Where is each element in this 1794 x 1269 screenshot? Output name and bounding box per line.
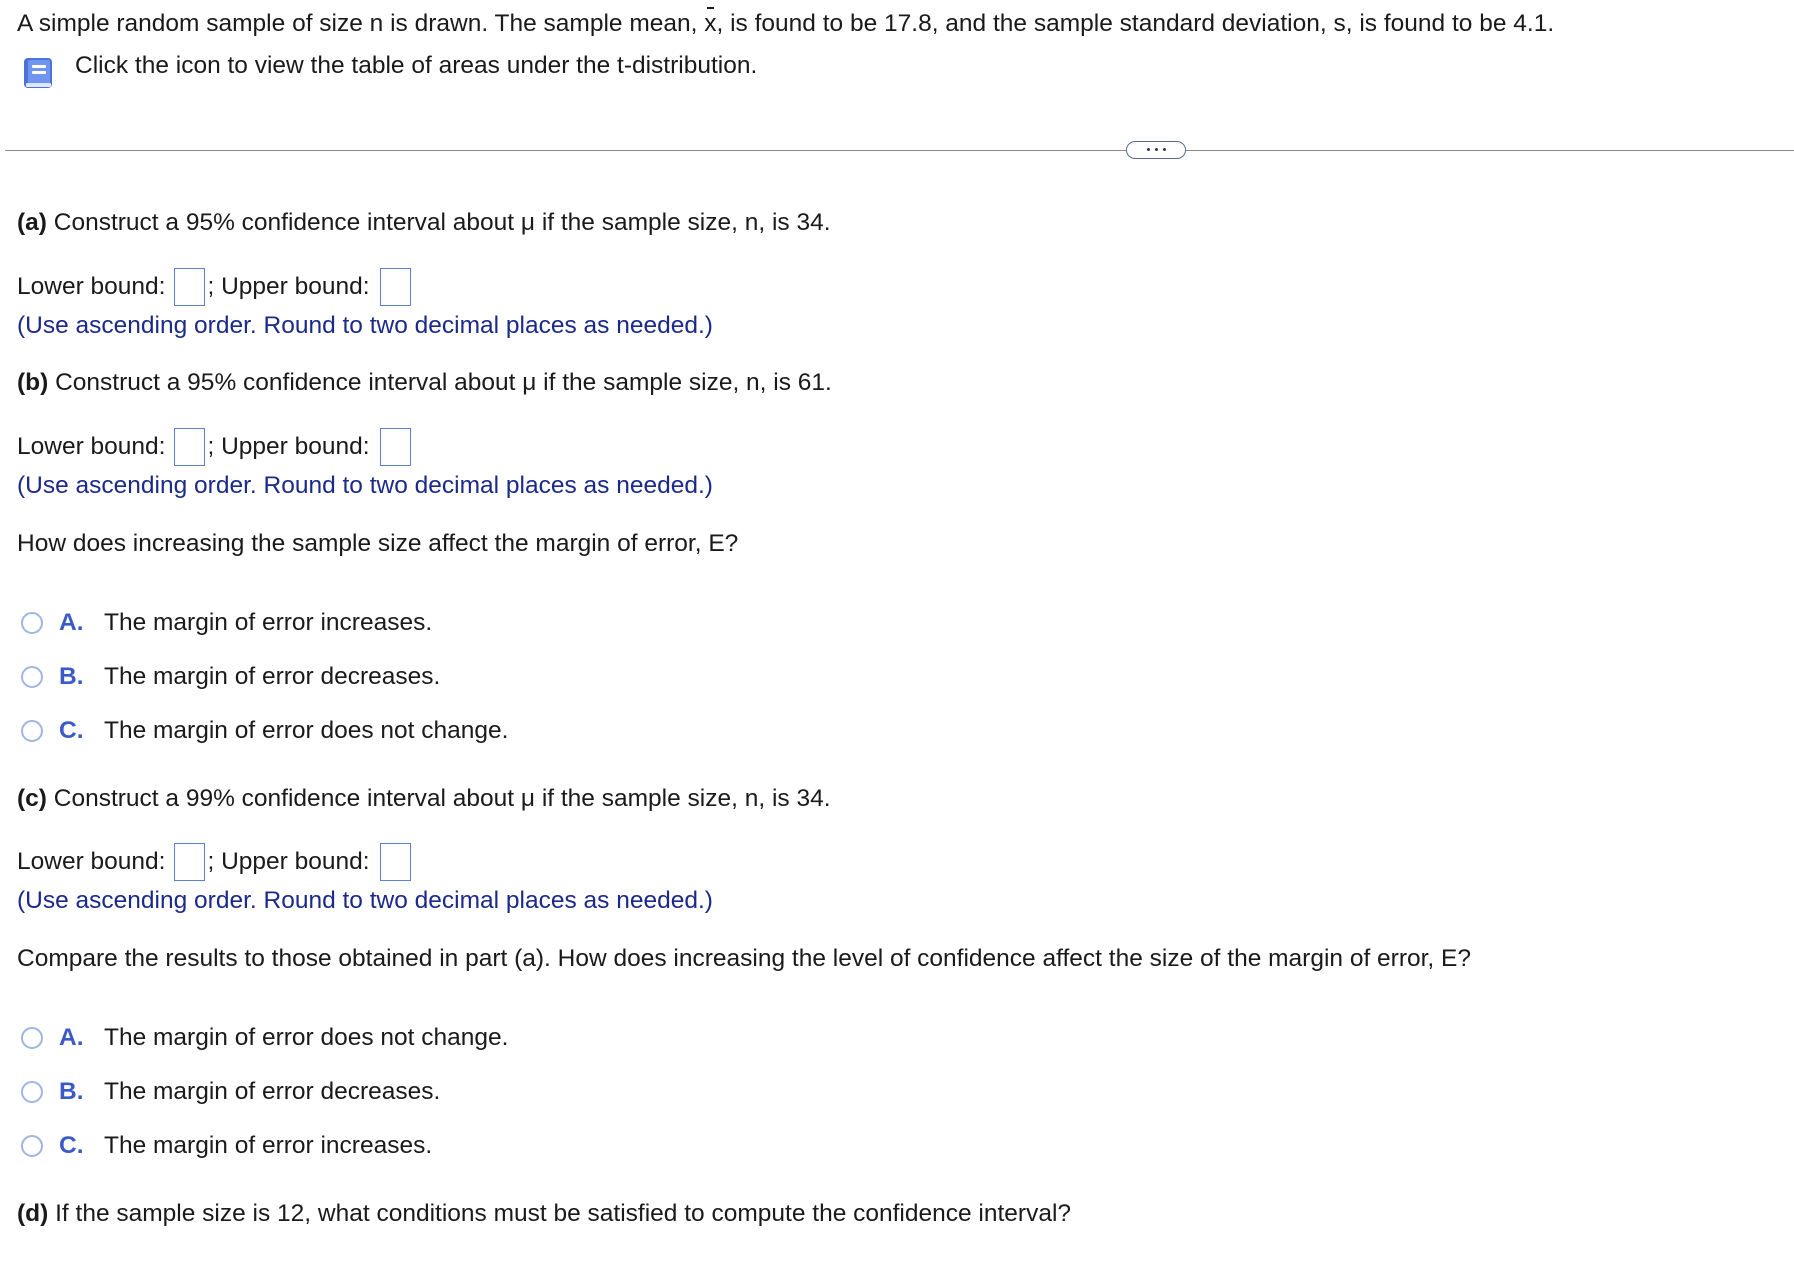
part-c-separator: ;: [207, 848, 215, 875]
part-b-question: How does increasing the sample size affect the margin of error, E?: [17, 530, 739, 557]
part-c-choice-a[interactable]: [21, 1024, 508, 1052]
choice-letter: A.: [59, 1024, 84, 1051]
part-b-upper-label: Upper bound:: [214, 433, 370, 460]
radio-button[interactable]: [21, 666, 43, 688]
part-c-hint: (Use ascending order. Round to two decimal places as needed.): [17, 887, 713, 914]
part-b-text: Construct a 95% confidence interval about μ if the sample size, n, is 61.: [48, 369, 832, 396]
part-b-label: (b): [17, 369, 49, 396]
t-table-link-text[interactable]: Click the icon to view the table of areas under the t-distribution.: [75, 52, 758, 79]
part-a-lower-label: Lower bound:: [17, 273, 166, 300]
radio-button[interactable]: [21, 1081, 43, 1103]
ellipsis-icon-dot: [1163, 148, 1166, 151]
part-b-bounds: [17, 428, 411, 466]
radio-button[interactable]: [21, 612, 43, 634]
radio-button[interactable]: [21, 720, 43, 742]
part-b-lower-label: Lower bound:: [17, 433, 166, 460]
part-c-text: Construct a 99% confidence interval about μ if the sample size, n, is 34.: [46, 785, 831, 812]
choice-text: The margin of error does not change.: [104, 717, 509, 744]
ellipsis-icon-dot: [1147, 148, 1150, 151]
book-icon[interactable]: [20, 55, 56, 91]
ellipsis-icon-dot: [1155, 148, 1158, 151]
radio-button[interactable]: [21, 1135, 43, 1157]
choice-text: The margin of error increases.: [104, 1132, 433, 1159]
part-a-separator: ;: [207, 273, 215, 300]
section-divider: [5, 150, 1794, 151]
part-c-choice-b[interactable]: [21, 1078, 440, 1106]
part-c-choice-c[interactable]: [21, 1132, 432, 1160]
part-a-text: Construct a 95% confidence interval about μ if the sample size, n, is 34.: [46, 209, 831, 236]
problem-statement: [17, 10, 1554, 38]
part-c-question: Compare the results to those obtained in part (a). How does increasing the level of confidence affect the size of the margin of error, E?: [17, 945, 1472, 972]
radio-button[interactable]: [21, 1027, 43, 1049]
part-a-label: (a): [17, 209, 47, 236]
part-c-lower-label: Lower bound:: [17, 848, 166, 875]
part-b-hint: (Use ascending order. Round to two decimal places as needed.): [17, 472, 713, 499]
part-d-heading: [17, 1200, 1071, 1228]
problem-statement-prefix: A simple random sample of size n is drawn. The sample mean,: [17, 10, 698, 37]
part-b-separator: ;: [207, 433, 215, 460]
choice-letter: C.: [59, 717, 84, 744]
part-b-choice-c[interactable]: [21, 717, 508, 745]
part-a-lower-bound-input[interactable]: [174, 268, 205, 306]
choice-text: The margin of error does not change.: [104, 1024, 509, 1051]
choice-letter: C.: [59, 1132, 84, 1159]
part-c-upper-bound-input[interactable]: [380, 843, 411, 881]
part-c-lower-bound-input[interactable]: [174, 843, 205, 881]
choice-letter: A.: [59, 609, 84, 636]
choice-letter: B.: [59, 1078, 84, 1105]
part-a-hint: (Use ascending order. Round to two decimal places as needed.): [17, 312, 713, 339]
part-a-bounds: [17, 268, 411, 306]
sample-mean-symbol: x: [704, 10, 717, 37]
part-b-choice-a[interactable]: [21, 609, 432, 637]
part-d-label: (d): [17, 1200, 49, 1227]
choice-text: The margin of error increases.: [104, 609, 433, 636]
part-b-upper-bound-input[interactable]: [380, 428, 411, 466]
part-b-heading: [17, 369, 832, 397]
problem-statement-suffix: , is found to be 17.8, and the sample standard deviation, s, is found to be 4.1.: [716, 10, 1555, 37]
choice-text: The margin of error decreases.: [104, 663, 441, 690]
part-a-heading: [17, 209, 831, 237]
part-d-text: If the sample size is 12, what conditions must be satisfied to compute the confidence interval?: [48, 1200, 1072, 1227]
part-c-heading: [17, 785, 831, 813]
part-c-bounds: [17, 843, 411, 881]
choice-letter: B.: [59, 663, 84, 690]
part-b-lower-bound-input[interactable]: [174, 428, 205, 466]
part-b-choice-b[interactable]: [21, 663, 440, 691]
part-a-upper-bound-input[interactable]: [380, 268, 411, 306]
part-c-label: (c): [17, 785, 47, 812]
part-a-upper-label: Upper bound:: [214, 273, 370, 300]
choice-text: The margin of error decreases.: [104, 1078, 441, 1105]
part-c-upper-label: Upper bound:: [214, 848, 370, 875]
more-options-button[interactable]: [1126, 141, 1186, 159]
